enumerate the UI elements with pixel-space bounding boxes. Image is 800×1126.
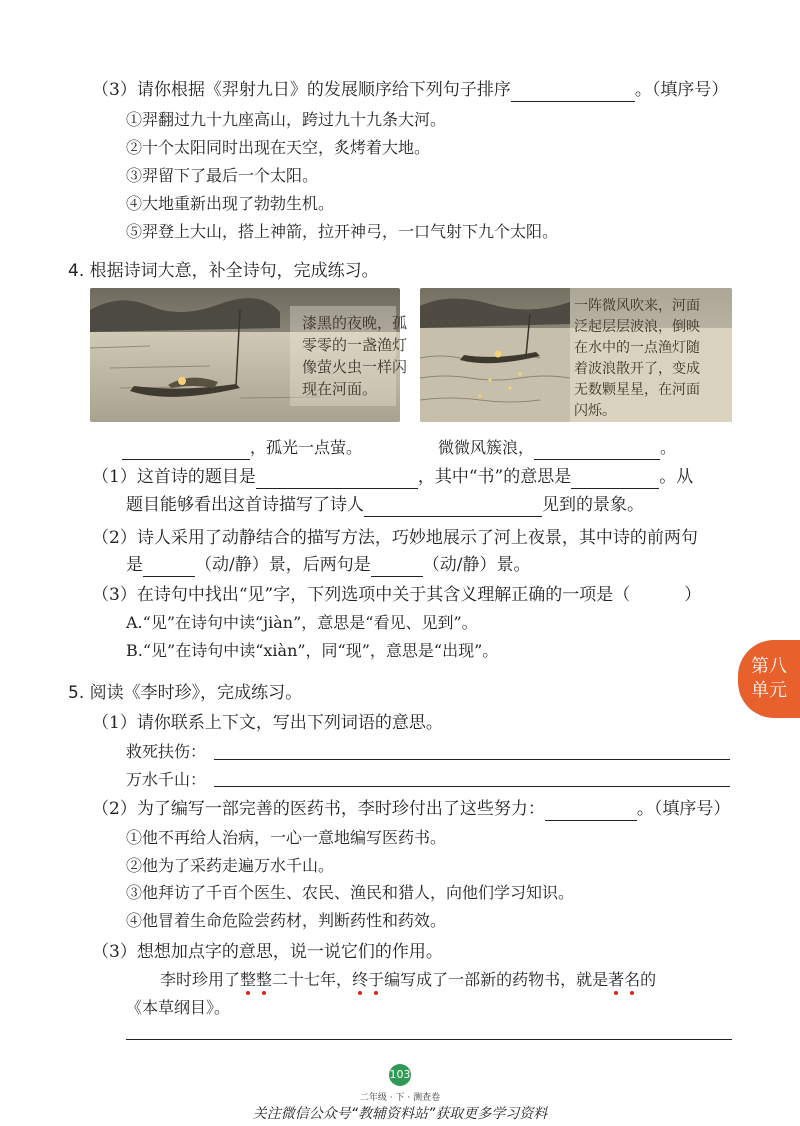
- q4-sub1: （1）这首诗的题目是 ，其中“书”的意思是 。从: [92, 467, 694, 487]
- q3-option-2: ②十个太阳同时出现在天空，炙烤着大地。: [126, 138, 431, 157]
- dotted-char: 整: [240, 970, 257, 989]
- caption-2-line: 着波浪散开了，变成: [574, 361, 700, 377]
- q3-option-4: ④大地重新出现了勃勃生机。: [126, 194, 335, 213]
- unit-tab: [738, 640, 800, 718]
- first-half-blank[interactable]: [143, 556, 195, 577]
- poem-title-blank[interactable]: [256, 468, 418, 489]
- q4-sub3: （3）在诗句中找出“见”字，下列选项中关于其含义理解正确的一项是（ ）: [92, 585, 702, 605]
- word-2-answer-line[interactable]: [214, 786, 730, 787]
- q3-option-1: ①羿翻过九十九座高山，跨过九十九条大河。: [126, 110, 447, 129]
- poet-scene-blank[interactable]: [364, 496, 542, 517]
- q3-option-3: ③羿留下了最后一个太阳。: [126, 166, 319, 185]
- dotted-char: 于: [368, 970, 385, 989]
- word-1-label: 救死扶伤：: [126, 742, 207, 761]
- q4-option-b: B.“见”在诗句中读“xiàn”，同“现”，意思是“出现”。: [126, 641, 499, 660]
- caption-2-line: 一阵微风吹来，河面: [574, 298, 700, 314]
- unit-tab-line: 单元: [751, 680, 787, 701]
- second-half-blank[interactable]: [371, 556, 423, 577]
- q5-option-2: ②他为了采药走遍万水千山。: [126, 856, 335, 875]
- q4-sub1-cont: 题目能够看出这首诗描写了诗人 见到的景象。: [126, 495, 644, 515]
- footer-grade: 二年级 · 下 · 测查卷: [359, 1093, 441, 1103]
- caption-2-line: 在水中的一点渔灯随: [574, 340, 700, 356]
- q5-passage-line-2: 《本草纲目》。: [126, 998, 231, 1017]
- verse-2-blank[interactable]: [534, 439, 660, 460]
- illustration-2-caption: [574, 296, 700, 422]
- page-number: 103: [389, 1064, 411, 1086]
- q4-sub2-cont: 是 （动/静）景，后两句是 （动/静）景。: [126, 555, 531, 575]
- q5-title: 5. 阅读《李时珍》，完成练习。: [68, 683, 303, 703]
- footer-note: 关注微信公众号“教辅资料站”获取更多学习资料: [252, 1106, 548, 1122]
- caption-1-line: 零零的一盏渔灯: [302, 336, 408, 354]
- caption-1-line: 现在河面。: [302, 380, 378, 398]
- q4-title: 4. 根据诗词大意，补全诗句，完成练习。: [68, 261, 379, 281]
- verse-line-1: ，孤光一点萤。: [122, 436, 362, 460]
- q5-passage-line-1: 李时珍用了整整二十七年，终于编写成了一部新的药物书，就是著名的: [160, 970, 657, 989]
- word-1-answer-line[interactable]: [214, 759, 730, 760]
- q3-prompt: （3）请你根据《羿射九日》的发展顺序给下列句子排序 。（填序号）: [92, 80, 729, 100]
- q5-option-4: ④他冒着生命危险尝药材，判断药性和药效。: [126, 911, 447, 930]
- caption-2-line: 无数颗星星，在河面: [574, 382, 700, 398]
- q5-sub3: （3）想想加点字的意思，说一说它们的作用。: [92, 942, 443, 962]
- q4-option-a: A.“见”在诗句中读“jiàn”，意思是“看见、见到”。: [126, 613, 478, 632]
- q4-sub2: （2）诗人采用了动静结合的描写方法，巧妙地展示了河上夜景，其中诗的前两句: [92, 528, 698, 548]
- caption-2-line: 泛起层层波浪，倒映: [574, 319, 700, 335]
- word-2-label: 万水千山：: [126, 770, 207, 789]
- q5-sub1: （1）请你联系上下文，写出下列词语的意思。: [92, 713, 443, 733]
- q5-option-3: ③他拜访了千百个医生、农民、渔民和猎人，向他们学习知识。: [126, 883, 575, 902]
- unit-tab-line: 第八: [751, 656, 787, 677]
- dotted-char: 终: [352, 970, 369, 989]
- dotted-char: 著: [608, 970, 625, 989]
- verse-line-2: 微微风簇浪， 。: [438, 436, 676, 460]
- q3-answer-blank[interactable]: [511, 81, 635, 102]
- q5-sub2-blank[interactable]: [545, 800, 637, 821]
- shu-meaning-blank[interactable]: [571, 468, 659, 489]
- verse-1-blank[interactable]: [122, 439, 250, 460]
- caption-2-line: 闪烁。: [574, 403, 616, 419]
- q5-sub2: （2）为了编写一部完善的医药书，李时珍付出了这些努力： 。（填序号）: [92, 799, 731, 819]
- q3-option-5: ⑤羿登上大山，搭上神箭，拉开神弓，一口气射下九个太阳。: [126, 222, 559, 241]
- caption-1-line: 漆黑的夜晚，孤: [302, 314, 408, 332]
- q5-option-1: ①他不再给人治病，一心一意地编写医药书。: [126, 828, 447, 847]
- illustration-1-caption: [302, 312, 407, 400]
- dotted-char: 整: [256, 970, 273, 989]
- dotted-char: 名: [624, 970, 641, 989]
- caption-1-line: 像萤火虫一样闪: [302, 358, 408, 376]
- q5-sub3-answer-line[interactable]: [126, 1039, 732, 1040]
